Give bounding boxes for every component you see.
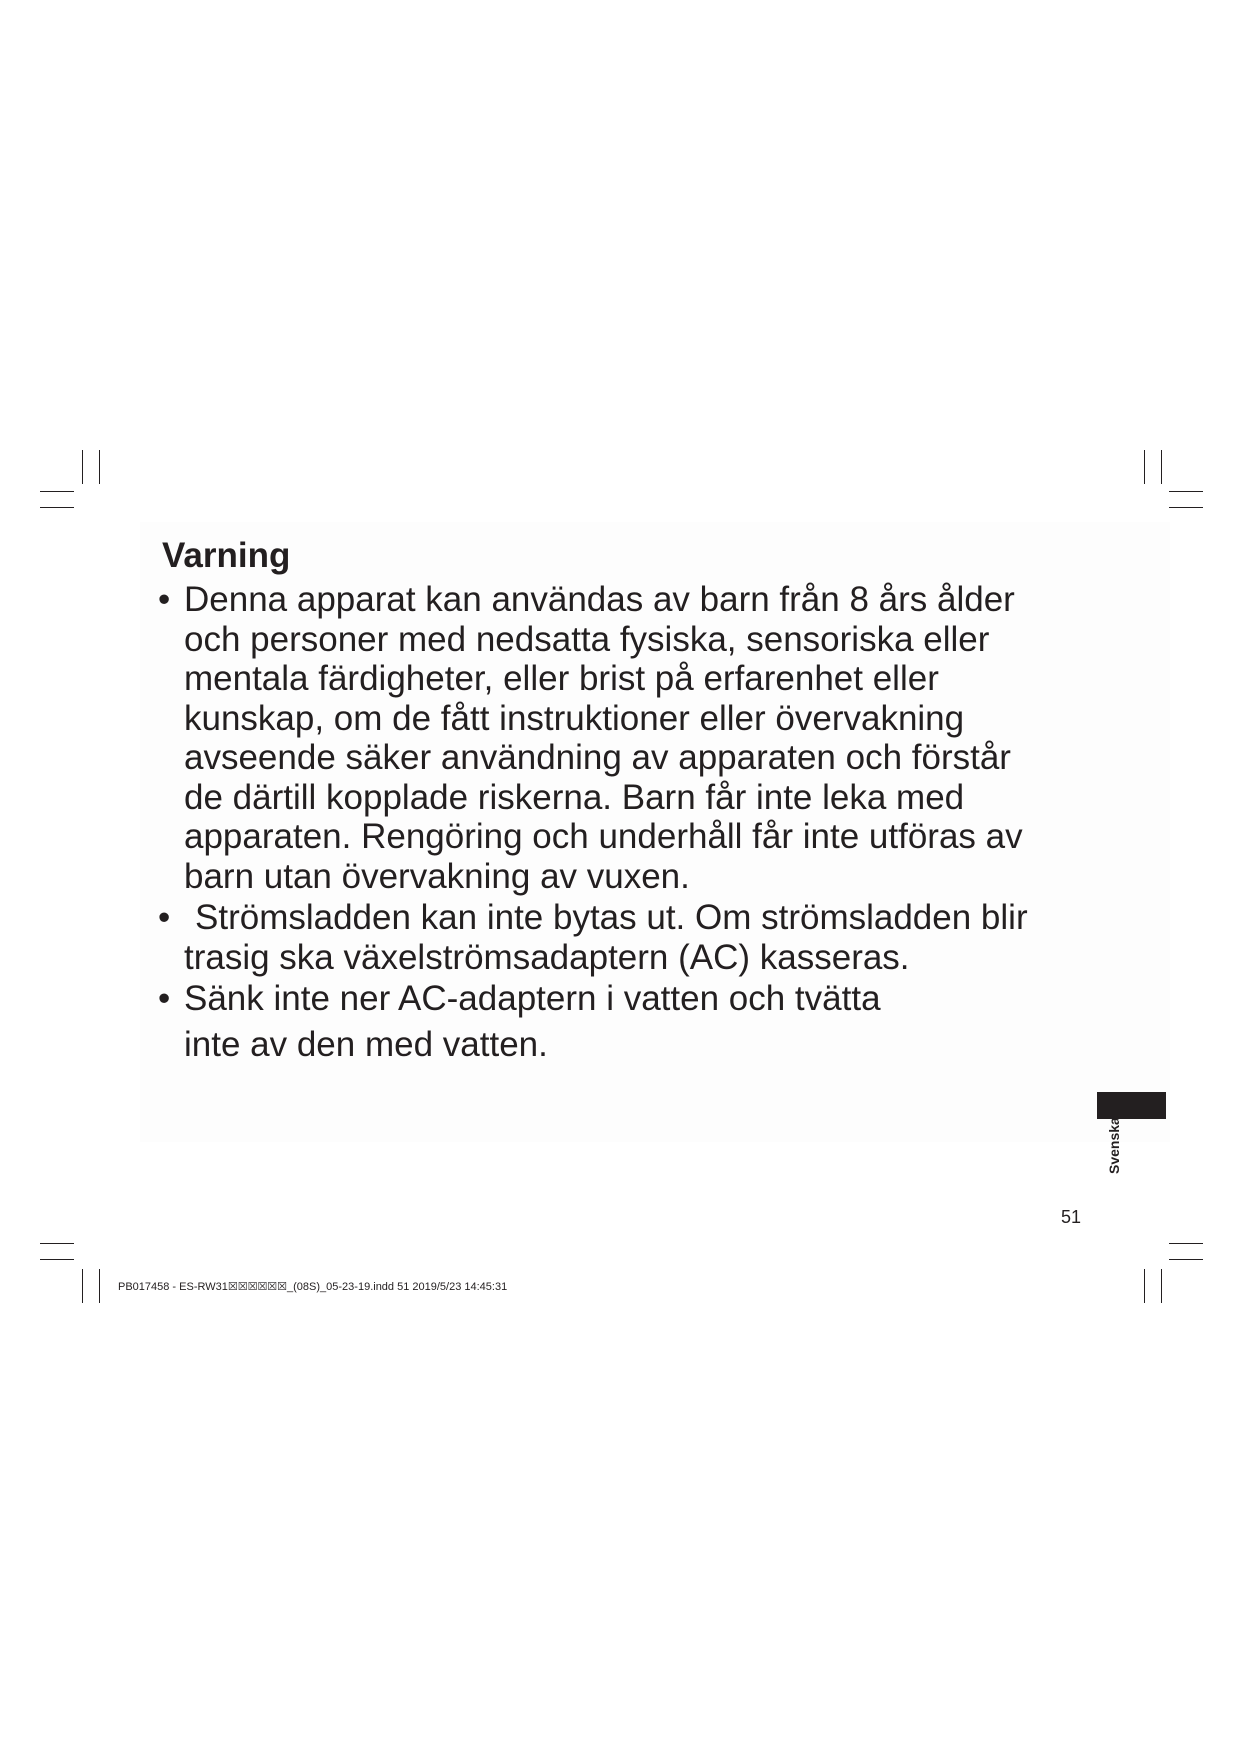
crop-mark <box>40 491 74 492</box>
warning-line: trasig ska växelströmsadaptern (AC) kasseras. <box>184 937 910 977</box>
crop-mark <box>1169 491 1203 492</box>
warning-line: inte av den med vatten. <box>184 1024 548 1064</box>
language-label: Svenska <box>1106 1117 1122 1174</box>
warning-line: avseende säker användning av apparaten och förstår <box>184 738 1011 777</box>
warning-item <box>158 580 1078 896</box>
crop-mark <box>82 450 83 484</box>
crop-mark <box>1161 450 1162 484</box>
warning-line: och personer med nedsatta fysiska, sensoriska eller <box>184 619 990 659</box>
bullet-icon: • <box>158 979 171 1018</box>
warning-line: Sänk inte ner AC-adaptern i vatten och tvätta <box>184 979 881 1018</box>
warning-item <box>158 979 1078 1064</box>
crop-mark <box>1169 507 1203 508</box>
print-slug: PB017458 - ES-RW31☒☒☒☒☒☒_(08S)_05-23-19.indd 51 2019/5/23 14:45:31 <box>118 1281 508 1293</box>
crop-mark <box>1161 1269 1162 1303</box>
warning-line: Strömsladden kan inte bytas ut. Om strömsladden blir <box>195 898 1028 937</box>
warning-heading: Varning <box>162 536 291 575</box>
language-tab <box>1097 1092 1166 1119</box>
crop-mark <box>40 507 74 508</box>
crop-mark <box>1144 450 1145 484</box>
crop-mark <box>1169 1259 1203 1260</box>
warning-line: barn utan övervakning av vuxen. <box>184 856 690 896</box>
warning-list <box>158 580 1078 1064</box>
warning-item <box>158 898 1078 977</box>
crop-mark <box>40 1243 74 1244</box>
bullet-icon: • <box>158 898 171 937</box>
crop-mark <box>99 450 100 484</box>
crop-mark <box>82 1269 83 1303</box>
warning-line: kunskap, om de fått instruktioner eller övervakning <box>184 698 965 738</box>
warning-line: mentala färdigheter, eller brist på erfarenhet eller <box>184 659 939 698</box>
crop-mark <box>1169 1243 1203 1244</box>
warning-line: Denna apparat kan användas av barn från 8 års ålder <box>184 580 1015 619</box>
warning-line: apparaten. Rengöring och underhåll får inte utföras av <box>184 817 1023 856</box>
crop-mark <box>99 1269 100 1303</box>
page-number: 51 <box>1061 1207 1082 1227</box>
crop-mark <box>40 1259 74 1260</box>
warning-line: de därtill kopplade riskerna. Barn får inte leka med <box>184 777 965 817</box>
bullet-icon: • <box>158 580 171 619</box>
crop-mark <box>1144 1269 1145 1303</box>
